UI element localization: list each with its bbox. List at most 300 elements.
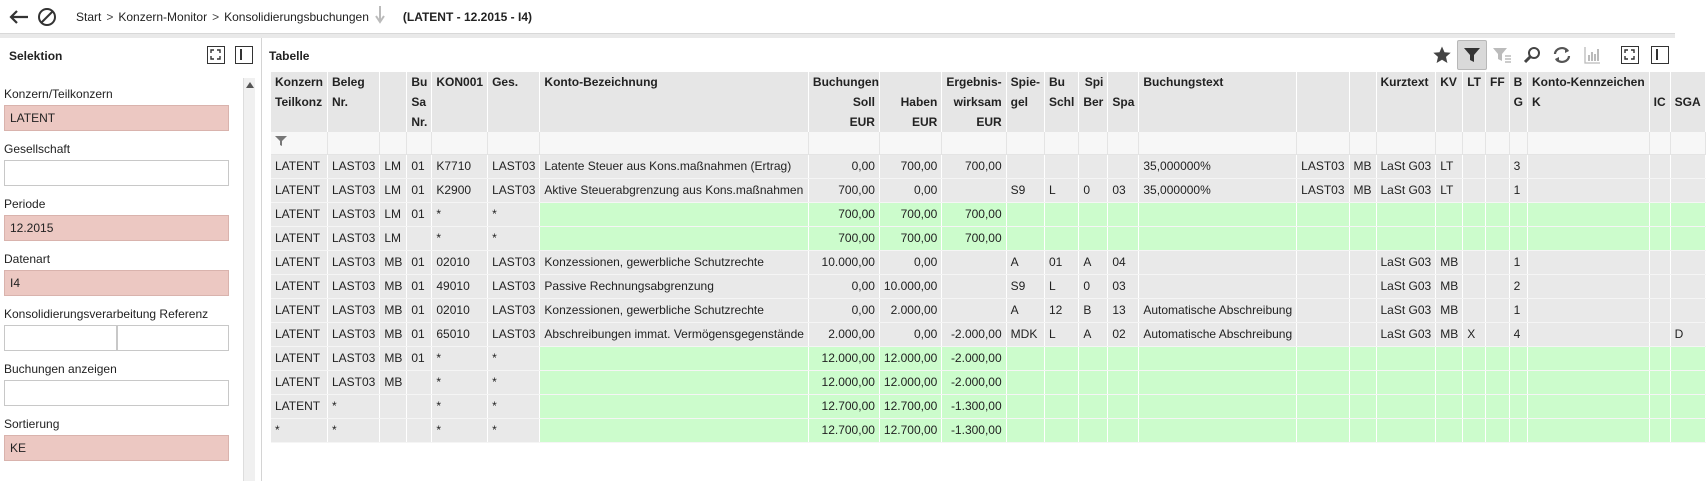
filter-cell[interactable] xyxy=(1139,132,1297,154)
table-cell: 49010 xyxy=(432,274,488,298)
selection-scrollbar[interactable] xyxy=(243,78,255,481)
field-label-datenart: Datenart xyxy=(4,252,51,266)
column-header[interactable]: Konto-Bezeichnung xyxy=(540,72,809,92)
table-cell: Aktive Steuerabgrenzung aus Kons.maßnahmen xyxy=(540,178,809,202)
table-cell: Abschreibungen immat. Vermögensgegenstände xyxy=(540,322,809,346)
table-cell xyxy=(1528,418,1650,442)
top-bar xyxy=(0,0,1675,34)
column-header[interactable] xyxy=(488,92,540,112)
column-header[interactable] xyxy=(879,72,941,92)
table-cell xyxy=(1045,370,1079,394)
table-cell xyxy=(1485,346,1509,370)
table-cell xyxy=(1649,154,1670,178)
cancel-icon[interactable] xyxy=(36,6,58,28)
table-cell: 0,00 xyxy=(879,250,941,274)
table-cell: LAST03 xyxy=(488,154,540,178)
column-header[interactable] xyxy=(1297,112,1349,132)
selection-title: Selektion xyxy=(9,49,63,63)
table-cell: * xyxy=(488,418,540,442)
table-cell: -2.000,00 xyxy=(942,370,1006,394)
table-cell: LATENT xyxy=(271,370,328,394)
table-cell: * xyxy=(432,346,488,370)
column-header[interactable] xyxy=(1006,112,1044,132)
clear-filter-icon[interactable] xyxy=(1487,40,1517,70)
column-header[interactable]: Beleg xyxy=(328,72,380,92)
datenart-input[interactable]: I4 xyxy=(4,270,229,296)
scroll-up-icon[interactable] xyxy=(244,78,256,92)
column-header[interactable] xyxy=(1108,72,1139,92)
column-header[interactable] xyxy=(540,92,809,112)
column-header[interactable]: gel xyxy=(1006,92,1044,112)
table-cell xyxy=(1463,178,1486,202)
column-header[interactable]: Spie- xyxy=(1006,72,1044,92)
table-cell xyxy=(1297,346,1349,370)
filter-cell[interactable] xyxy=(1436,132,1463,154)
column-header[interactable]: Bu xyxy=(407,72,432,92)
table-cell xyxy=(1045,202,1079,226)
table-cell: 01 xyxy=(407,154,432,178)
table-row-subtotal[interactable] xyxy=(271,370,1705,394)
table-row-subtotal[interactable] xyxy=(271,226,1705,250)
table-cell xyxy=(1139,418,1297,442)
filter-cell[interactable] xyxy=(1463,132,1486,154)
table-cell: LAST03 xyxy=(488,250,540,274)
column-header[interactable]: Konzern xyxy=(271,72,328,92)
column-header[interactable]: Schl xyxy=(1045,92,1079,112)
table-cell: 0,00 xyxy=(879,322,941,346)
table-cell: * xyxy=(488,370,540,394)
column-header[interactable] xyxy=(380,92,407,112)
table-cell: 03 xyxy=(1108,178,1139,202)
table-cell: LM xyxy=(380,226,407,250)
filter-icon[interactable] xyxy=(1457,40,1487,70)
filter-cell[interactable] xyxy=(1045,132,1079,154)
table-cell xyxy=(1528,202,1650,226)
column-header[interactable]: IC xyxy=(1649,92,1670,112)
column-header[interactable]: Ber xyxy=(1079,92,1108,112)
table-cell xyxy=(1349,370,1376,394)
table-cell: 1 xyxy=(1509,250,1527,274)
table-cell: * xyxy=(432,394,488,418)
table-cell: LATENT xyxy=(271,394,328,418)
column-header[interactable]: SGA xyxy=(1670,92,1705,112)
table-cell: LATENT xyxy=(271,298,328,322)
chart-icon[interactable] xyxy=(1577,40,1607,70)
table-cell: K2900 xyxy=(432,178,488,202)
column-header[interactable]: Nr. xyxy=(328,92,380,112)
table-cell: 12.000,00 xyxy=(808,346,879,370)
breadcrumb-start[interactable]: Start xyxy=(76,9,102,24)
table-cell: A xyxy=(1079,322,1108,346)
table-cell xyxy=(1670,274,1705,298)
column-header[interactable] xyxy=(432,112,488,132)
table-cell: -1.300,00 xyxy=(942,418,1006,442)
table-cell xyxy=(1436,346,1463,370)
table-cell: MB xyxy=(380,346,407,370)
konzern-input[interactable]: LATENT xyxy=(4,105,229,131)
table-panel xyxy=(263,38,1701,481)
table-cell xyxy=(1463,250,1486,274)
table-cell xyxy=(1485,394,1509,418)
column-header[interactable] xyxy=(1079,112,1108,132)
filter-cell[interactable] xyxy=(1528,132,1650,154)
column-header[interactable]: KON001 xyxy=(432,72,488,92)
table-cell: LaSt G03 xyxy=(1376,250,1436,274)
table-cell: 01 xyxy=(407,178,432,202)
table-cell xyxy=(1297,394,1349,418)
table-cell: S9 xyxy=(1006,274,1044,298)
sortierung-input[interactable]: KE xyxy=(4,435,229,461)
table-cell xyxy=(1649,250,1670,274)
column-header[interactable] xyxy=(1649,72,1670,92)
column-header[interactable] xyxy=(432,92,488,112)
table-cell: LATENT xyxy=(271,226,328,250)
referenz-input-left[interactable] xyxy=(4,325,117,351)
table-cell xyxy=(1297,226,1349,250)
column-header[interactable]: EUR xyxy=(808,112,879,132)
table-cell xyxy=(1463,226,1486,250)
table-cell xyxy=(1349,274,1376,298)
table-row[interactable] xyxy=(271,178,1705,202)
column-header[interactable]: Haben xyxy=(879,92,941,112)
table-cell: LAST03 xyxy=(328,202,380,226)
table-cell xyxy=(1079,418,1108,442)
table-cell: LAST03 xyxy=(328,274,380,298)
buchungen-anzeigen-input[interactable] xyxy=(4,380,229,406)
column-header[interactable] xyxy=(1463,112,1486,132)
column-header[interactable]: Teilkonz xyxy=(271,92,328,112)
table-cell xyxy=(1006,370,1044,394)
table-cell: X xyxy=(1463,322,1486,346)
table-cell xyxy=(1297,418,1349,442)
table-cell xyxy=(1349,394,1376,418)
table-row[interactable] xyxy=(271,298,1705,322)
back-arrow-icon[interactable] xyxy=(8,6,30,28)
filter-cell[interactable] xyxy=(879,132,941,154)
table-cell xyxy=(1139,226,1297,250)
table-cell: 0,00 xyxy=(808,274,879,298)
column-header[interactable] xyxy=(1670,112,1705,132)
column-header[interactable] xyxy=(488,112,540,132)
column-header[interactable]: EUR xyxy=(942,112,1006,132)
table-cell xyxy=(1649,394,1670,418)
referenz-input-group xyxy=(4,325,229,351)
column-header[interactable] xyxy=(1509,112,1527,132)
table-cell: * xyxy=(432,418,488,442)
filter-cell[interactable] xyxy=(1509,132,1527,154)
column-header[interactable]: K xyxy=(1528,92,1650,112)
table-cell: MB xyxy=(1436,298,1463,322)
filter-cell[interactable] xyxy=(1649,132,1670,154)
table-cell xyxy=(1376,202,1436,226)
table-cell xyxy=(1376,418,1436,442)
table-cell: LM xyxy=(380,154,407,178)
column-header[interactable] xyxy=(271,112,328,132)
field-label-buchungen-anzeigen: Buchungen anzeigen xyxy=(4,362,117,376)
table-cell xyxy=(1485,250,1509,274)
table-cell xyxy=(1485,418,1509,442)
table-cell: LaSt G03 xyxy=(1376,154,1436,178)
column-header[interactable] xyxy=(1045,112,1079,132)
column-header[interactable] xyxy=(1528,112,1650,132)
field-label-sortierung: Sortierung xyxy=(4,417,60,431)
column-header[interactable]: Sa xyxy=(407,92,432,112)
table-cell xyxy=(1108,202,1139,226)
table-row-subtotal[interactable] xyxy=(271,202,1705,226)
filter-cell[interactable] xyxy=(328,132,380,154)
breadcrumb-separator: > xyxy=(212,9,220,24)
maximize-icon[interactable] xyxy=(1615,40,1645,70)
breadcrumb-konsolidierungsbuchungen[interactable]: Konsolidierungsbuchungen xyxy=(224,9,369,24)
filter-cell[interactable] xyxy=(1006,132,1044,154)
table-cell xyxy=(1079,370,1108,394)
table-cell xyxy=(1079,226,1108,250)
column-header[interactable] xyxy=(1297,72,1349,92)
table-cell: 700,00 xyxy=(879,202,941,226)
table-cell xyxy=(1297,202,1349,226)
table-cell xyxy=(1079,202,1108,226)
table-cell: A xyxy=(1006,298,1044,322)
filter-cell[interactable] xyxy=(1485,132,1509,154)
column-header[interactable] xyxy=(1485,92,1509,112)
search-icon[interactable] xyxy=(1517,40,1547,70)
table-cell xyxy=(1436,226,1463,250)
table-cell: MB xyxy=(1349,178,1376,202)
table-cell xyxy=(1108,394,1139,418)
table-cell: * xyxy=(328,394,380,418)
column-header[interactable] xyxy=(1139,112,1297,132)
column-header[interactable] xyxy=(1649,112,1670,132)
table-cell: 02010 xyxy=(432,250,488,274)
table-cell: LT xyxy=(1436,154,1463,178)
column-header[interactable] xyxy=(1108,112,1139,132)
table-cell: 12.000,00 xyxy=(879,346,941,370)
table-cell: LAST03 xyxy=(328,178,380,202)
selection-panel xyxy=(0,38,262,481)
column-header[interactable]: Soll xyxy=(808,92,879,112)
table-cell: LAST03 xyxy=(328,322,380,346)
column-header[interactable]: Spa xyxy=(1108,92,1139,112)
table-cell: LATENT xyxy=(271,346,328,370)
table-cell: 1 xyxy=(1509,298,1527,322)
table-cell xyxy=(1528,178,1650,202)
column-header[interactable]: KV xyxy=(1436,72,1463,92)
breadcrumb xyxy=(76,6,532,27)
table-row[interactable] xyxy=(271,322,1705,346)
column-header[interactable] xyxy=(540,112,809,132)
arrow-down-icon[interactable] xyxy=(375,6,385,27)
table-cell xyxy=(1485,202,1509,226)
column-header[interactable] xyxy=(1349,92,1376,112)
table-cell: 700,00 xyxy=(879,154,941,178)
column-header[interactable]: EUR xyxy=(879,112,941,132)
table-cell xyxy=(1670,202,1705,226)
column-header[interactable]: Ges. xyxy=(488,72,540,92)
table-cell xyxy=(1376,226,1436,250)
table-cell xyxy=(1045,346,1079,370)
table-cell: Konzessionen, gewerbliche Schutzrechte xyxy=(540,250,809,274)
table-cell xyxy=(1376,394,1436,418)
table-cell xyxy=(1670,298,1705,322)
gesellschaft-input[interactable] xyxy=(4,160,229,186)
table-cell xyxy=(540,418,809,442)
column-header[interactable] xyxy=(1436,112,1463,132)
table-cell: 700,00 xyxy=(808,202,879,226)
filter-cell[interactable] xyxy=(808,132,879,154)
column-header[interactable]: Ergebnis- xyxy=(942,72,1006,92)
table-row-subtotal[interactable] xyxy=(271,394,1705,418)
column-header[interactable] xyxy=(1670,72,1705,92)
column-header[interactable] xyxy=(380,72,407,92)
filter-cell[interactable] xyxy=(1108,132,1139,154)
column-header[interactable] xyxy=(1297,92,1349,112)
table-cell: LAST03 xyxy=(488,322,540,346)
filter-cell[interactable] xyxy=(1079,132,1108,154)
table-cell: LATENT xyxy=(271,274,328,298)
column-header[interactable]: Nr. xyxy=(407,112,432,132)
table-cell xyxy=(1670,178,1705,202)
column-header[interactable] xyxy=(1436,92,1463,112)
selection-fields xyxy=(0,78,243,481)
table-row[interactable] xyxy=(271,154,1705,178)
maximize-icon[interactable] xyxy=(207,46,225,64)
table-cell: 700,00 xyxy=(808,226,879,250)
table-cell: Konzessionen, gewerbliche Schutzrechte xyxy=(540,298,809,322)
column-header[interactable] xyxy=(1349,112,1376,132)
table-cell: 2 xyxy=(1509,274,1527,298)
column-header[interactable]: Buchungstext xyxy=(1139,72,1297,92)
table-cell xyxy=(1349,226,1376,250)
refresh-icon[interactable] xyxy=(1547,40,1577,70)
column-header[interactable]: Konto-Kennzeichen xyxy=(1528,72,1650,92)
table-cell: 4 xyxy=(1509,322,1527,346)
table-cell xyxy=(1436,202,1463,226)
table-cell: LATENT xyxy=(271,178,328,202)
table-cell xyxy=(407,394,432,418)
table-cell: 0,00 xyxy=(879,178,941,202)
table-cell: 01 xyxy=(407,274,432,298)
column-header[interactable]: Kurztext xyxy=(1376,72,1436,92)
column-header[interactable]: B xyxy=(1509,72,1527,92)
filter-cell[interactable] xyxy=(432,132,488,154)
column-header[interactable] xyxy=(380,112,407,132)
table-cell xyxy=(1528,154,1650,178)
table-cell: 1 xyxy=(1509,178,1527,202)
table-cell xyxy=(942,178,1006,202)
table-cell: * xyxy=(488,346,540,370)
table-cell xyxy=(1670,226,1705,250)
table-cell xyxy=(1006,226,1044,250)
table-cell xyxy=(1349,418,1376,442)
table-cell: 65010 xyxy=(432,322,488,346)
table-cell xyxy=(1649,202,1670,226)
table-cell xyxy=(1649,226,1670,250)
column-header[interactable]: wirksam xyxy=(942,92,1006,112)
filter-cell[interactable] xyxy=(540,132,809,154)
table-cell xyxy=(1349,298,1376,322)
column-header[interactable] xyxy=(1349,72,1376,92)
table-cell xyxy=(1463,274,1486,298)
filter-cell[interactable] xyxy=(488,132,540,154)
table-cell xyxy=(1649,346,1670,370)
table-cell: 02010 xyxy=(432,298,488,322)
table-cell xyxy=(1297,322,1349,346)
table-row-subtotal[interactable] xyxy=(271,346,1705,370)
column-header[interactable]: LT xyxy=(1463,72,1486,92)
table-cell: MB xyxy=(1436,274,1463,298)
column-header[interactable] xyxy=(1139,92,1297,112)
table-cell: 01 xyxy=(407,346,432,370)
column-header[interactable]: Spi xyxy=(1079,72,1108,92)
column-header[interactable] xyxy=(1463,92,1486,112)
table-cell: LAST03 xyxy=(328,298,380,322)
filter-cell[interactable] xyxy=(1376,132,1436,154)
table-cell xyxy=(942,298,1006,322)
table-cell: LaSt G03 xyxy=(1376,274,1436,298)
table-cell xyxy=(1436,418,1463,442)
filter-cell[interactable] xyxy=(1297,132,1349,154)
table-cell xyxy=(407,418,432,442)
filter-cell[interactable] xyxy=(1349,132,1376,154)
table-cell xyxy=(540,202,809,226)
table-row[interactable] xyxy=(271,274,1705,298)
periode-input[interactable]: 12.2015 xyxy=(4,215,229,241)
star-icon[interactable] xyxy=(1427,40,1457,70)
column-header[interactable]: G xyxy=(1509,92,1527,112)
column-header[interactable] xyxy=(1376,112,1436,132)
table-cell xyxy=(1528,250,1650,274)
filter-cell[interactable] xyxy=(1670,132,1705,154)
filter-cell[interactable] xyxy=(271,132,328,154)
table-cell: LATENT xyxy=(271,322,328,346)
filter-cell[interactable] xyxy=(407,132,432,154)
table-cell: 01 xyxy=(1045,250,1079,274)
referenz-input-right[interactable] xyxy=(117,325,230,351)
table-cell xyxy=(1463,418,1486,442)
table-cell xyxy=(1139,370,1297,394)
filter-cell[interactable] xyxy=(942,132,1006,154)
column-header[interactable]: Buchungen xyxy=(808,72,879,92)
table-header-row xyxy=(271,112,1705,132)
table-cell xyxy=(1139,394,1297,418)
column-header[interactable]: FF xyxy=(1485,72,1509,92)
column-header[interactable] xyxy=(328,112,380,132)
table-cell xyxy=(540,370,809,394)
table-cell xyxy=(1108,226,1139,250)
table-cell xyxy=(1139,250,1297,274)
table-row-subtotal[interactable] xyxy=(271,418,1705,442)
table-cell: 700,00 xyxy=(808,178,879,202)
table-cell xyxy=(1670,418,1705,442)
table-cell xyxy=(1045,394,1079,418)
column-header[interactable] xyxy=(1376,92,1436,112)
table-cell: MB xyxy=(380,370,407,394)
table-cell: LAST03 xyxy=(488,178,540,202)
panel-toggle-icon[interactable] xyxy=(1645,40,1675,70)
table-cell xyxy=(1528,322,1650,346)
column-header[interactable]: Bu xyxy=(1045,72,1079,92)
table-cell: LAST03 xyxy=(328,226,380,250)
panel-toggle-icon[interactable] xyxy=(235,46,253,64)
table-cell xyxy=(1509,202,1527,226)
table-cell: 12.700,00 xyxy=(808,418,879,442)
column-header[interactable] xyxy=(1485,112,1509,132)
filter-cell[interactable] xyxy=(380,132,407,154)
breadcrumb-konzern-monitor[interactable]: Konzern-Monitor xyxy=(118,9,208,24)
table-cell: -2.000,00 xyxy=(942,346,1006,370)
table-row[interactable] xyxy=(271,250,1705,274)
table-cell xyxy=(1649,178,1670,202)
